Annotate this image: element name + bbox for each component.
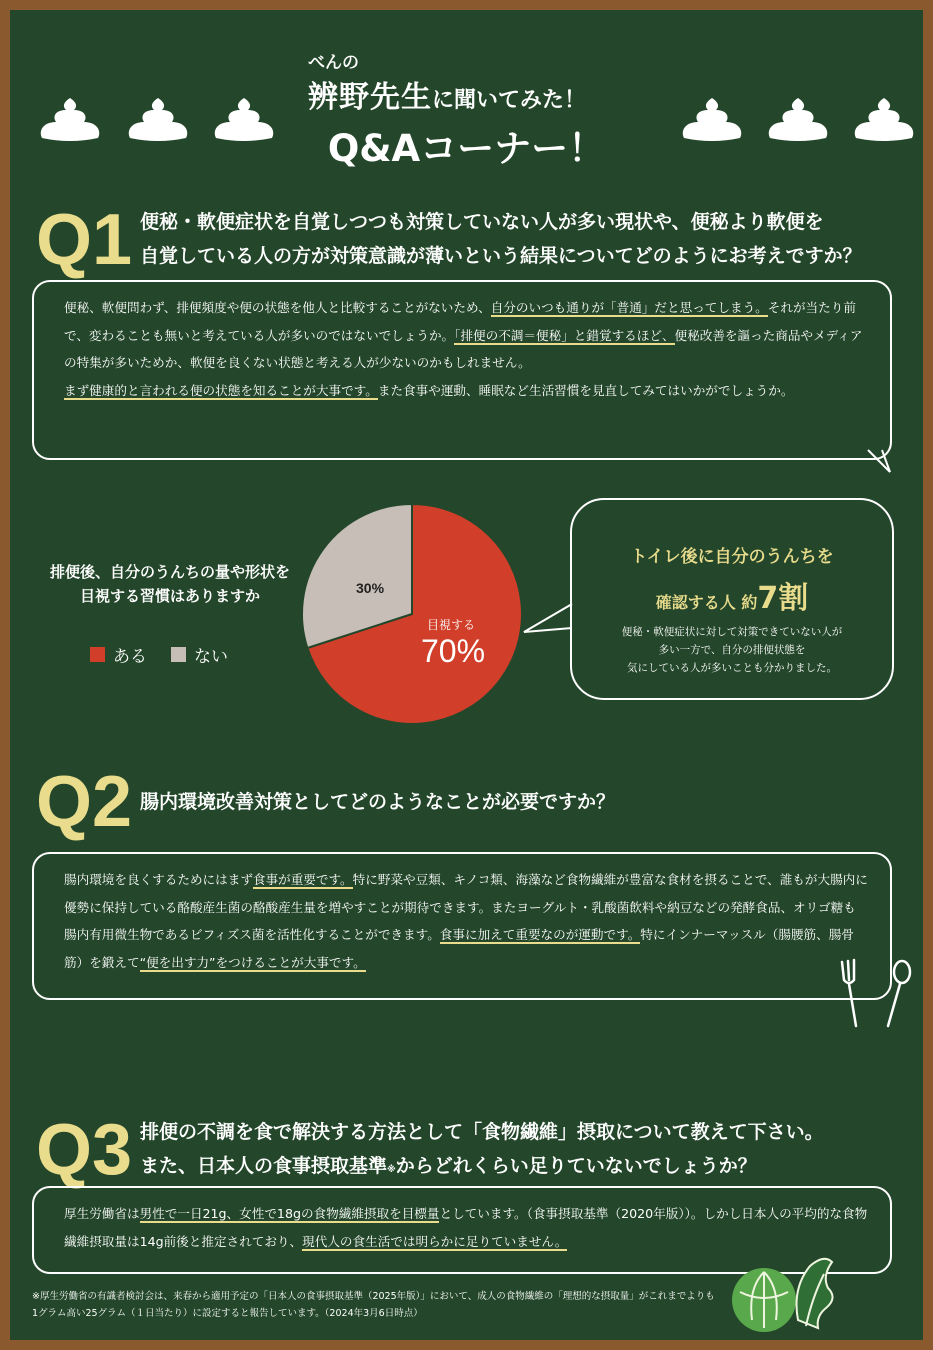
q1-answer xyxy=(64,294,868,404)
vegetable-icon xyxy=(728,1248,848,1336)
q1-answer-text: 便秘、軟便問わず、排便頻度や便の状態を他人と比較することがないため、 xyxy=(64,300,491,315)
q1-answer-text: それが当たり前で、変わることも無いと考えている人が多いのではないでしょうか。 xyxy=(64,300,856,343)
q1-number: Q1 xyxy=(36,200,133,280)
footnote xyxy=(32,1288,732,1322)
survey-question-line2: 目視する習慣はありますか xyxy=(79,587,260,605)
title-line2-rest: に聞いてみた！ xyxy=(432,88,587,113)
chalkboard xyxy=(10,10,923,1340)
legend-swatch-yes xyxy=(90,647,105,662)
q2-answer-text: 特に野菜や豆類、キノコ類、海藻など食物繊維が豊富な食材を摂ることで、誰もが大腸内に優勢に保持している酪酸産生菌の酪酸産生量を増やすことが期待できます。またヨーグルト・乳酸菌飲料や納豆などの発酵食品、オリゴ糖も腸内有用微生物であるビフィズス菌を活性化することができます。 xyxy=(64,872,868,942)
q1-answer-highlight: 「排便の不調＝便秘」と錯覚するほど、 xyxy=(454,327,675,343)
q1-question-line2: 自覚している人の方が対策意識が薄いという結果についてどのようにお考えですか？ xyxy=(140,245,862,267)
footnote-line2: 1グラム高い25グラム（１日当たり）に設定すると報告しています。（2024年3月6日時点） xyxy=(32,1308,423,1319)
callout-headline-1: トイレ後に自分のうんちを xyxy=(630,547,834,567)
q3-answer-highlight: 現代人の食生活では明らかに足りていません。 xyxy=(302,1233,568,1249)
q1-answer-highlight: まず健康的と言われる便の状態を知ることが大事です。 xyxy=(64,382,378,398)
bubble-pointer xyxy=(522,602,574,638)
q1-question-line1: 便秘・軟便症状を自覚しつつも対策していない人が多い現状や、便秘より軟便を xyxy=(140,211,824,233)
q2-number: Q2 xyxy=(36,762,133,842)
title-line3: Q&Aコーナー！ xyxy=(327,127,606,170)
q3-question-note-mark: ※ xyxy=(387,1165,396,1175)
legend-swatch-no xyxy=(171,647,186,662)
q2-answer-text: 腸内環境を良くするためにはまず xyxy=(64,872,253,887)
footnote-line1: ※厚生労働省の有識者検討会は、来春から適用予定の「日本人の食事摂取基準（2025年版）」において、成人の食物繊維の「理想的な摂取量」がこれまでよりも xyxy=(32,1291,715,1302)
q1-answer-text: 便秘改善を謳った商品やメディアの特集が多いためか、軟便を良くない状態と考える人が少ないのかもしれません。 xyxy=(64,327,863,370)
legend-label-yes: ある xyxy=(113,647,147,667)
survey-question-line1: 排便後、自分のうんちの量や形状を xyxy=(49,563,290,581)
callout-body-line: 多い一方で、自分の排便状態を xyxy=(658,644,806,656)
q1-answer-text: また食事や運動、睡眠など生活習慣を見直してみてはいかがでしょうか。 xyxy=(377,382,794,398)
pie-chart xyxy=(298,500,526,728)
q3-question-line2-text: また、日本人の食事摂取基準 xyxy=(140,1155,388,1177)
q3-answer xyxy=(64,1200,868,1255)
title-line2 xyxy=(308,72,586,116)
title-line1: べんの xyxy=(308,53,359,73)
callout-body xyxy=(572,623,892,677)
q3-question xyxy=(140,1115,920,1187)
q3-answer-text: 厚生労働省は xyxy=(64,1206,140,1221)
q2-answer-highlight: “便を出す力”をつけることが大事です。 xyxy=(139,954,366,970)
q3-number: Q3 xyxy=(36,1110,133,1190)
q3-answer-text: としています。（食事摂取基準（2020年版））。しかし日本人の平均的な食物繊維摂取量は14g前後と推定されており、 xyxy=(64,1206,868,1249)
legend-label-no: ない xyxy=(194,647,228,667)
q2-answer-text: 特にインナーマッスル（腸腰筋、腸骨筋）を鍛えて xyxy=(64,927,854,970)
q2-answer-box xyxy=(32,852,892,1000)
pie-label-no: 30% xyxy=(356,580,385,596)
q3-answer-highlight: 男性で一日21g、女性で18gの食物繊維摂取を目標量 xyxy=(139,1206,440,1221)
chart-legend xyxy=(90,642,228,667)
callout-body-line: 便秘・軟便症状に対して対策できていない人が xyxy=(621,626,843,638)
q3-question-line2 xyxy=(140,1149,920,1187)
pie-label-yes: 70% xyxy=(420,633,486,669)
callout-headline-2 xyxy=(572,573,892,617)
callout-headline-2-number: 7割 xyxy=(757,581,809,616)
callout-headline-2-text: 確認する人 約 xyxy=(655,593,758,612)
q1-question xyxy=(140,205,910,273)
q2-answer xyxy=(64,866,868,976)
q3-question-line2-text: からどれくらい足りていないでしょうか？ xyxy=(395,1155,757,1177)
fork-spoon-icon xyxy=(830,954,916,1030)
q2-answer-highlight: 食事に加えて重要なのが運動です。 xyxy=(439,927,641,942)
q1-answer-highlight: 自分のいつも通りが「普通」だと思ってしまう。 xyxy=(490,300,768,315)
pie-label-yes-caption: 目視する xyxy=(426,618,476,632)
q1-answer-box xyxy=(32,280,892,460)
callout-bubble xyxy=(570,498,894,700)
title-name: 辨野先生 xyxy=(308,80,432,115)
callout-body-line: 気にしている人が多いことも分かりました。 xyxy=(627,662,837,674)
survey-question xyxy=(30,560,310,608)
q2-answer-highlight: 食事が重要です。 xyxy=(252,872,353,887)
q3-question-line1: 排便の不調を食で解決する方法として「食物繊維」摂取について教えて下さい。 xyxy=(140,1121,824,1143)
q2-question: 腸内環境改善対策としてどのようなことが必要ですか？ xyxy=(140,791,616,813)
